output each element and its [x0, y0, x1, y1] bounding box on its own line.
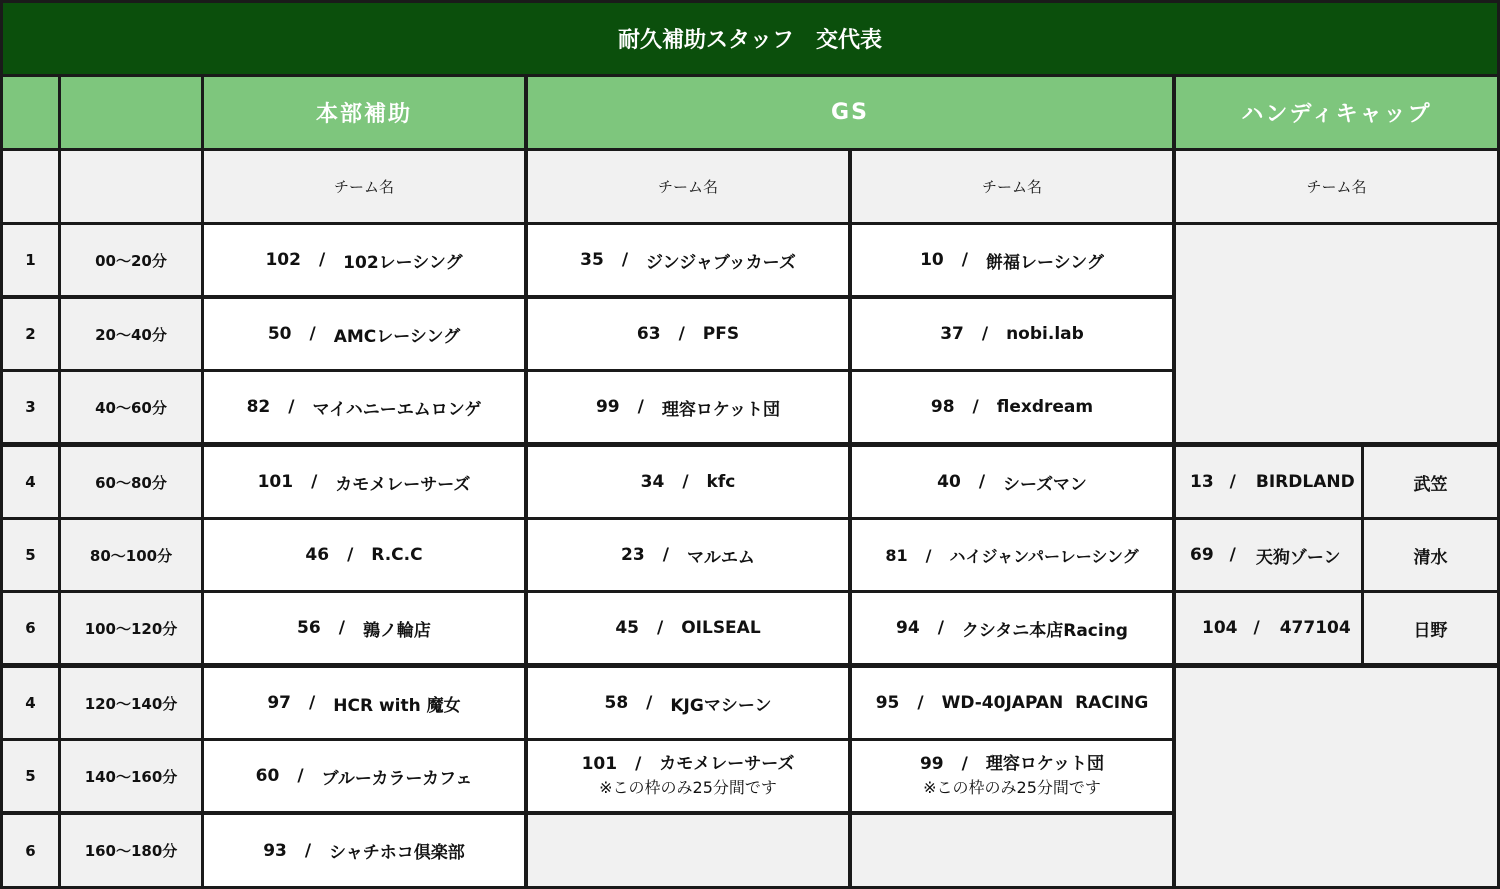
team-name: OILSEAL — [681, 618, 761, 638]
honbu-team — [204, 668, 524, 738]
row-no: 5 — [3, 520, 58, 590]
honbu-team — [204, 372, 524, 442]
separator: / — [635, 754, 642, 774]
gs-team-2 — [852, 520, 1172, 590]
team-number: 40 — [937, 472, 961, 492]
team-number: 13 — [1190, 472, 1214, 492]
separator: / — [637, 397, 644, 417]
team-col-label-gs2: チーム名 — [852, 151, 1172, 222]
team-name: KJGマシーン — [670, 695, 772, 716]
honbu-team — [204, 299, 524, 369]
subheader-blank-time — [61, 151, 201, 222]
team-name: PFS — [702, 324, 740, 344]
honbu-team — [204, 741, 524, 811]
team-name: kfc — [706, 472, 736, 492]
gs-team-2 — [852, 593, 1172, 663]
team-line — [582, 753, 795, 776]
team-name: BIRDLAND — [1255, 472, 1355, 492]
separator: / — [309, 324, 316, 344]
team-name: 天狗ゾーン — [1255, 547, 1341, 568]
slot-note: ※この枠のみ25分間です — [599, 778, 777, 797]
team-number: 97 — [267, 693, 292, 713]
team-name: 餅福レーシング — [985, 252, 1104, 273]
slot-note: ※この枠のみ25分間です — [923, 778, 1101, 797]
team-name: 鶉ノ輪店 — [362, 620, 431, 641]
row-time: 60〜80分 — [61, 447, 201, 517]
gs-empty-cell — [852, 815, 1172, 886]
team-number: 35 — [580, 250, 604, 270]
header-gs: GS — [528, 77, 1172, 148]
separator: / — [318, 250, 326, 270]
team-number: 45 — [615, 618, 639, 638]
gs-team-2 — [852, 668, 1172, 738]
team-col-label-honbu: チーム名 — [204, 151, 524, 222]
team-number: 37 — [940, 324, 964, 344]
team-name: マルエム — [686, 547, 755, 568]
team-number: 98 — [930, 397, 955, 417]
row-time: 100〜120分 — [61, 593, 201, 663]
team-number: 102 — [265, 250, 301, 270]
team-name: R.C.C — [371, 545, 423, 565]
header-blank-time — [61, 77, 201, 148]
team-name: 理容ロケット団 — [661, 399, 781, 420]
team-name: WD-40JAPAN RACING — [941, 693, 1149, 713]
separator: / — [1253, 618, 1260, 638]
team-number: 82 — [246, 397, 271, 417]
gs-team-2 — [852, 225, 1172, 295]
separator: / — [961, 754, 968, 774]
handicap-empty-block — [1176, 668, 1497, 886]
team-name: HCR with 魔女 — [333, 695, 461, 716]
team-col-label-gs1: チーム名 — [528, 151, 848, 222]
row-no: 5 — [3, 741, 58, 811]
handicap-team — [1176, 593, 1361, 663]
honbu-team — [204, 447, 524, 517]
handicap-empty-block — [1176, 225, 1497, 442]
team-name: ハイジャンパーレーシング — [949, 546, 1139, 566]
separator: / — [682, 472, 689, 492]
gs-team-1 — [528, 447, 848, 517]
team-line — [920, 753, 1104, 776]
team-number: 23 — [621, 545, 645, 565]
row-time: 140〜160分 — [61, 741, 201, 811]
honbu-team — [204, 225, 524, 295]
gs-team-1 — [528, 741, 848, 811]
team-name: クシタニ本店Racing — [961, 620, 1128, 641]
separator: / — [347, 545, 354, 565]
team-number: 46 — [305, 545, 330, 565]
header-honbu: 本部補助 — [204, 77, 524, 148]
separator: / — [662, 545, 669, 565]
team-number: 99 — [919, 754, 944, 774]
gs-empty-cell — [528, 815, 848, 886]
separator: / — [917, 693, 924, 713]
separator: / — [678, 324, 685, 344]
team-number: 101 — [581, 754, 618, 774]
separator: / — [961, 250, 968, 270]
honbu-team — [204, 815, 524, 886]
row-no: 4 — [3, 447, 58, 517]
row-time: 160〜180分 — [61, 815, 201, 886]
team-name: ブルーカラーカフェ — [321, 768, 473, 789]
team-number: 58 — [604, 693, 629, 713]
team-number: 99 — [595, 397, 620, 417]
gs-team-1 — [528, 225, 848, 295]
row-no: 3 — [3, 372, 58, 442]
gs-team-2 — [852, 299, 1172, 369]
row-no: 6 — [3, 593, 58, 663]
handicap-team — [1176, 520, 1361, 590]
team-number: 95 — [875, 693, 900, 713]
handicap-staff: 日野 — [1364, 593, 1497, 663]
row-time: 80〜100分 — [61, 520, 201, 590]
separator: / — [937, 618, 944, 638]
team-name: AMCレーシング — [333, 326, 461, 347]
team-number: 10 — [920, 250, 944, 270]
header-blank-no — [3, 77, 58, 148]
team-number: 50 — [267, 324, 292, 344]
separator: / — [304, 840, 312, 861]
team-number: 69 — [1190, 545, 1214, 565]
header-handicap: ハンディキャップ — [1176, 77, 1497, 148]
separator: / — [1229, 545, 1236, 565]
separator: / — [646, 693, 653, 713]
team-number: 34 — [640, 472, 665, 492]
team-number: 94 — [896, 618, 920, 638]
team-number: 81 — [885, 545, 908, 565]
separator: / — [311, 472, 318, 492]
handicap-staff: 武笠 — [1364, 447, 1497, 517]
row-no: 4 — [3, 668, 58, 738]
team-name: 理容ロケット団 — [985, 754, 1105, 774]
team-name: nobi.lab — [1006, 324, 1084, 344]
row-no: 2 — [3, 299, 58, 369]
honbu-team — [204, 520, 524, 590]
separator: / — [309, 693, 316, 713]
separator: / — [621, 250, 629, 270]
gs-team-1 — [528, 520, 848, 590]
team-number: 104 — [1202, 618, 1238, 638]
separator: / — [972, 397, 979, 417]
team-name: カモメレーサーズ — [659, 754, 795, 774]
row-no: 6 — [3, 815, 58, 886]
row-time: 00〜20分 — [61, 225, 201, 295]
separator: / — [981, 324, 989, 344]
team-number: 101 — [257, 472, 294, 492]
gs-team-1 — [528, 299, 848, 369]
row-no: 1 — [3, 225, 58, 295]
table-title: 耐久補助スタッフ 交代表 — [3, 3, 1497, 74]
gs-team-2 — [852, 447, 1172, 517]
handicap-team — [1176, 447, 1361, 517]
team-name: ジンジャブッカーズ — [646, 252, 796, 273]
team-number: 56 — [297, 618, 321, 638]
gs-team-1 — [528, 668, 848, 738]
team-col-label-handicap: チーム名 — [1176, 151, 1497, 222]
team-name: マイハニーエムロンゲ — [312, 399, 482, 420]
gs-team-2 — [852, 372, 1172, 442]
team-name: 477104 — [1279, 618, 1351, 638]
row-time: 40〜60分 — [61, 372, 201, 442]
honbu-team — [204, 593, 524, 663]
gs-team-2 — [852, 741, 1172, 811]
separator: / — [656, 618, 664, 638]
team-name: カモメレーサーズ — [335, 474, 471, 495]
separator: / — [925, 545, 932, 565]
handicap-staff: 清水 — [1364, 520, 1497, 590]
separator: / — [297, 766, 304, 786]
separator: / — [1229, 472, 1236, 492]
team-name: シャチホコ倶楽部 — [329, 843, 465, 863]
team-name: flexdream — [996, 397, 1094, 417]
team-number: 63 — [636, 324, 661, 344]
row-time: 120〜140分 — [61, 668, 201, 738]
team-name: シーズマン — [1003, 474, 1087, 495]
gs-team-1 — [528, 593, 848, 663]
separator: / — [338, 618, 345, 638]
gs-team-1 — [528, 372, 848, 442]
team-name: 102レーシング — [343, 252, 463, 273]
separator: / — [978, 472, 986, 492]
subheader-blank-no — [3, 151, 58, 222]
team-number: 60 — [255, 766, 280, 786]
row-time: 20〜40分 — [61, 299, 201, 369]
team-number: 93 — [263, 840, 287, 861]
separator: / — [288, 397, 295, 417]
